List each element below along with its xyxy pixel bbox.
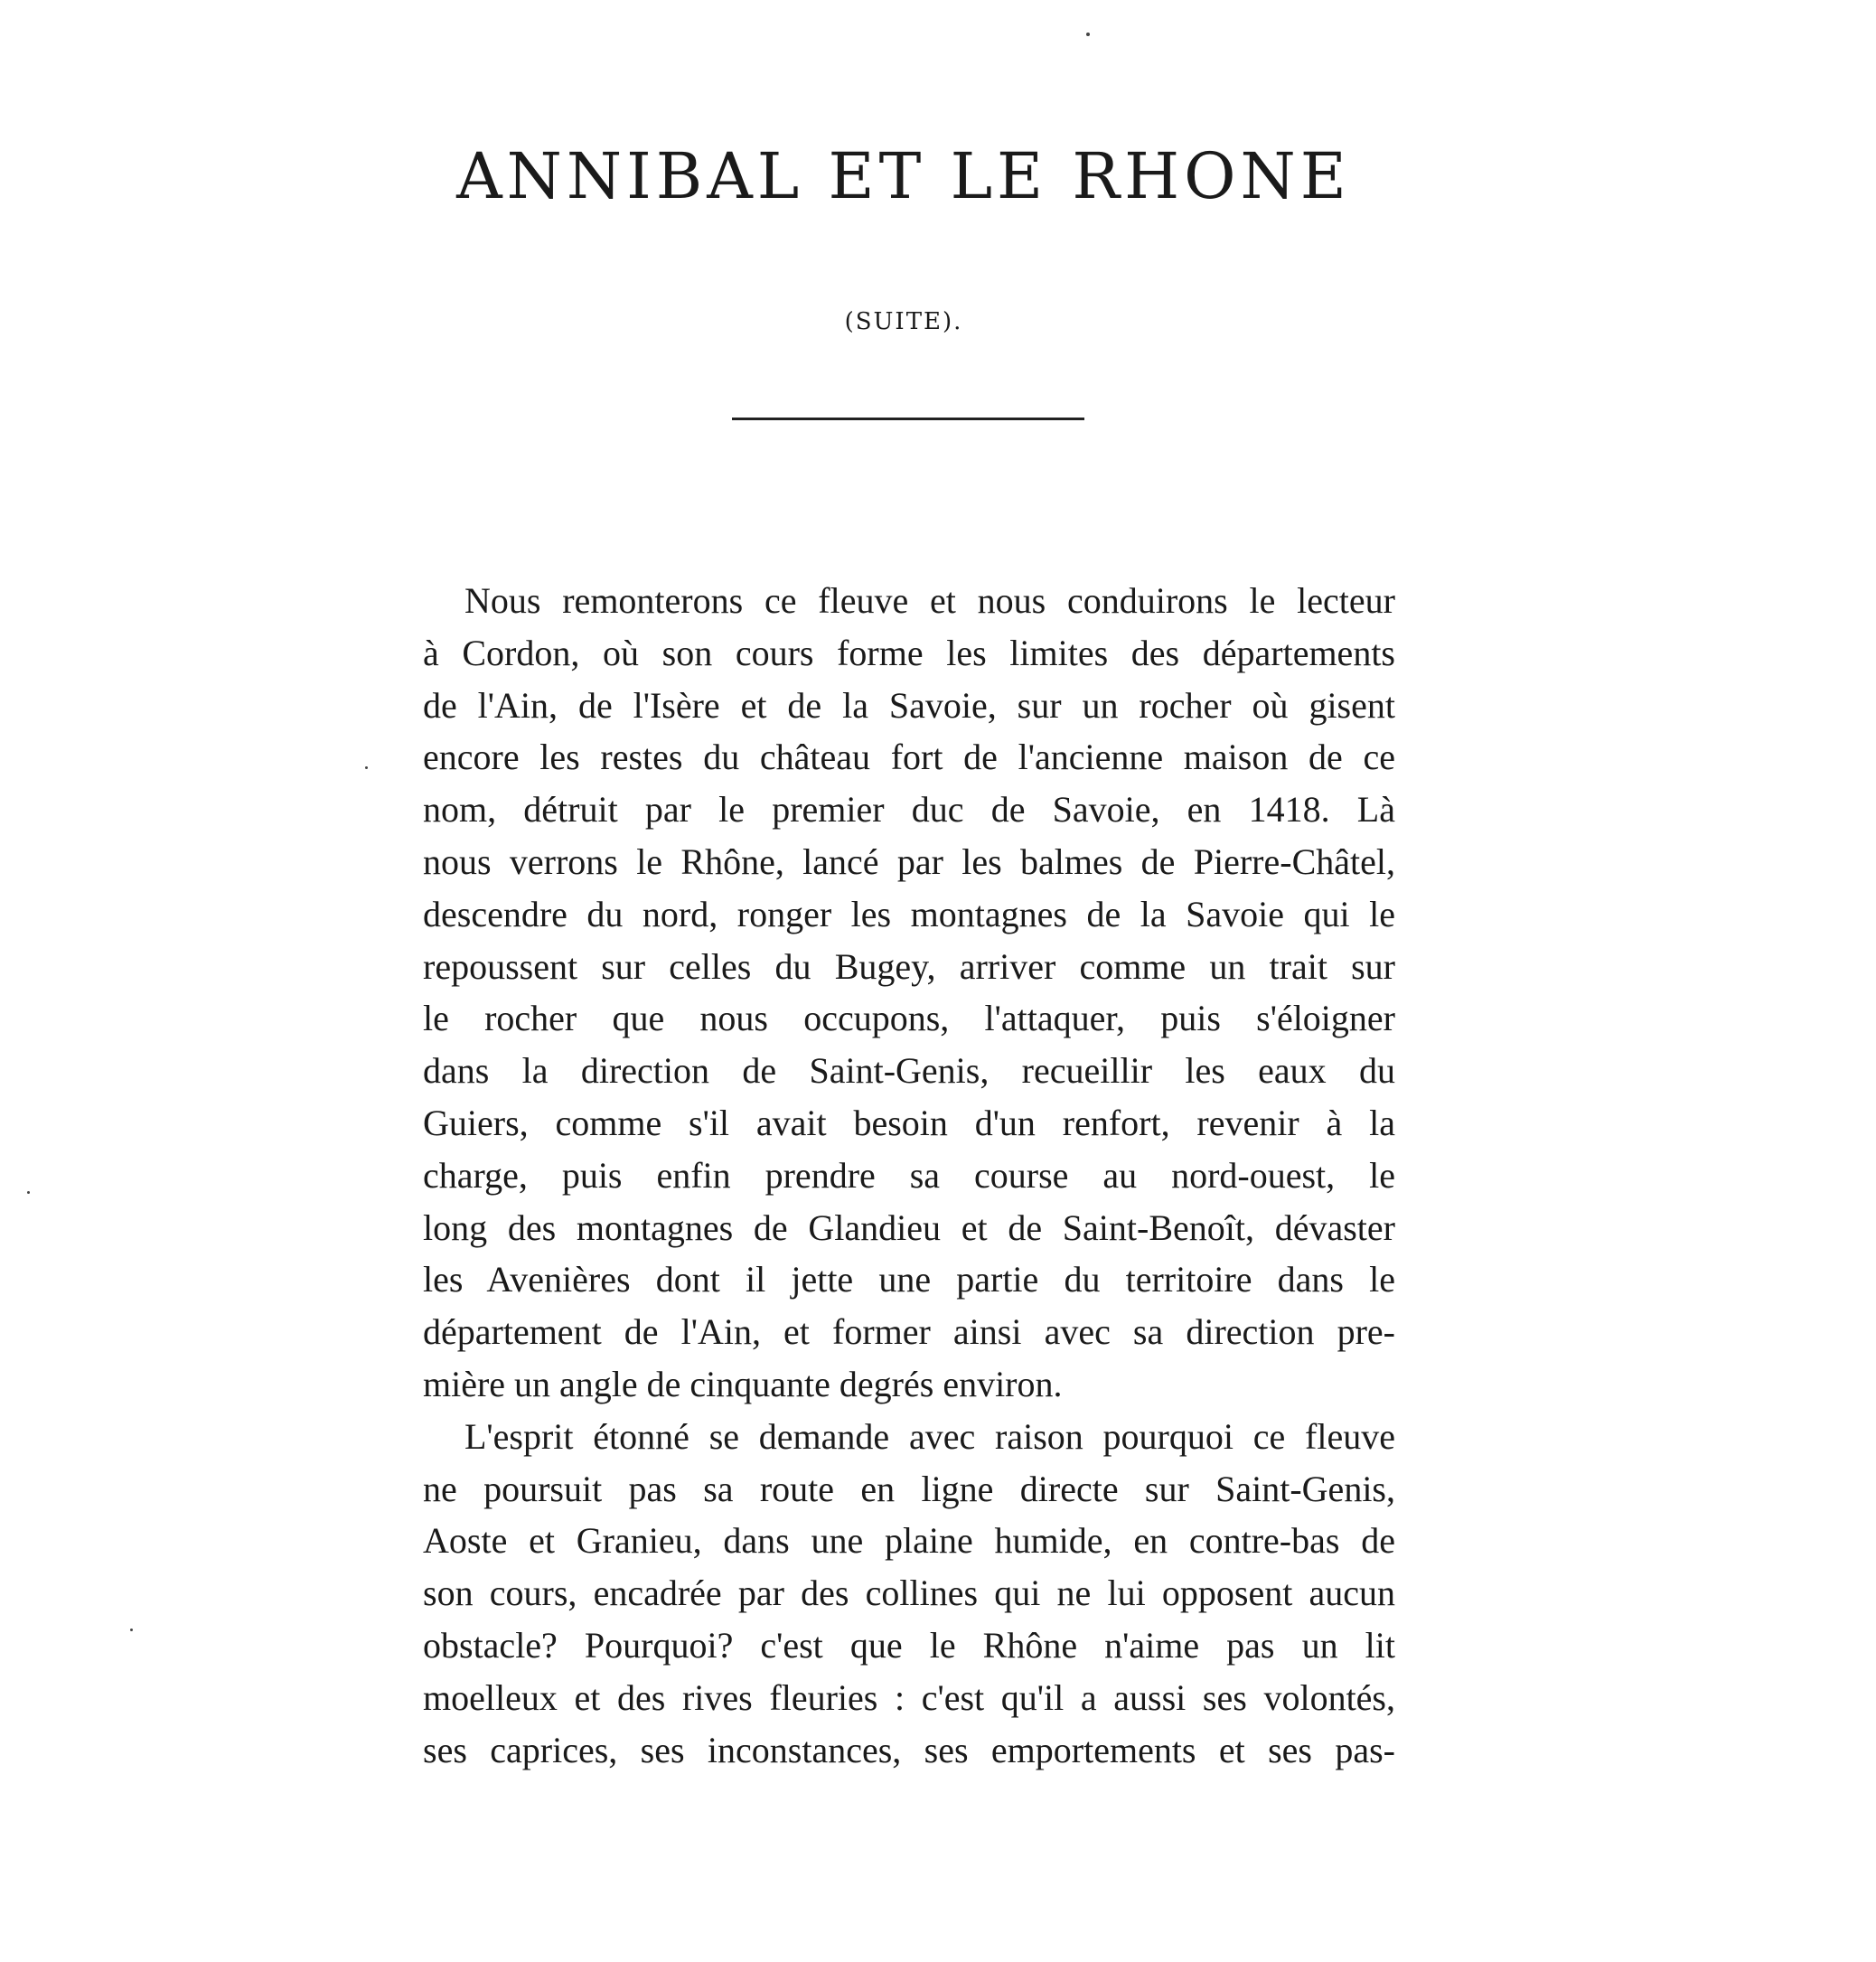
text-line: dans la direction de Saint-Genis, recueillir les eaux du [423, 1050, 1395, 1092]
scan-speck [130, 1629, 133, 1631]
text-line: les Avenières dont il jette une partie du territoire dans le [423, 1259, 1395, 1300]
text-line: repoussent sur celles du Bugey, arriver comme un trait sur [423, 945, 1395, 987]
page-title: ANNIBAL ET LE RHONE [456, 139, 1351, 213]
text-line: Aoste et Granieu, dans une plaine humide, en contre-bas de [423, 1520, 1395, 1562]
text-line: nom, détruit par le premier duc de Savoie, en 1418. Là [423, 789, 1395, 831]
text-line: nous verrons le Rhône, lancé par les balmes de Pierre-Châtel, [423, 840, 1395, 882]
text-line: ne poursuit pas sa route en ligne directe sur Saint-Genis, [423, 1468, 1395, 1509]
text-line: son cours, encadrée par des collines qui ne lui opposent aucun [423, 1572, 1395, 1614]
text-line: mière un angle de cinquante degrés environ. [423, 1363, 1063, 1404]
text-line: encore les restes du château fort de l'ancienne maison de ce [423, 737, 1395, 778]
text-line: le rocher que nous occupons, l'attaquer, puis s'éloigner [423, 998, 1395, 1039]
text-line: Guiers, comme s'il avait besoin d'un renfort, revenir à la [423, 1102, 1395, 1143]
text-line: département de l'Ain, et former ainsi avec sa direction pre- [423, 1311, 1395, 1353]
text-line: moelleux et des rives fleuries : c'est qu'il a aussi ses volontés, [423, 1676, 1395, 1718]
scan-speck [1086, 33, 1090, 36]
text-line: obstacle? Pourquoi? c'est que le Rhône n'aime pas un lit [423, 1624, 1395, 1666]
body-text [423, 575, 1395, 1776]
page-subtitle: (SUITE). [844, 308, 963, 335]
title-divider [732, 418, 1084, 420]
text-line: ses caprices, ses inconstances, ses emportements et ses pas- [423, 1729, 1395, 1770]
text-line: charge, puis enfin prendre sa course au nord-ouest, le [423, 1154, 1395, 1196]
text-line: L'esprit étonné se demande avec raison pourquoi ce fleuve [464, 1415, 1395, 1457]
text-line: Nous remonterons ce fleuve et nous conduirons le lecteur [464, 580, 1395, 621]
scan-speck [27, 1191, 30, 1194]
scan-speck [365, 766, 368, 769]
text-line: à Cordon, où son cours forme les limites des départements [423, 632, 1395, 673]
text-line: descendre du nord, ronger les montagnes de la Savoie qui le [423, 893, 1395, 934]
text-line: long des montagnes de Glandieu et de Saint-Benoît, dévaster [423, 1206, 1395, 1248]
text-line: de l'Ain, de l'Isère et de la Savoie, sur un rocher où gisent [423, 684, 1395, 726]
